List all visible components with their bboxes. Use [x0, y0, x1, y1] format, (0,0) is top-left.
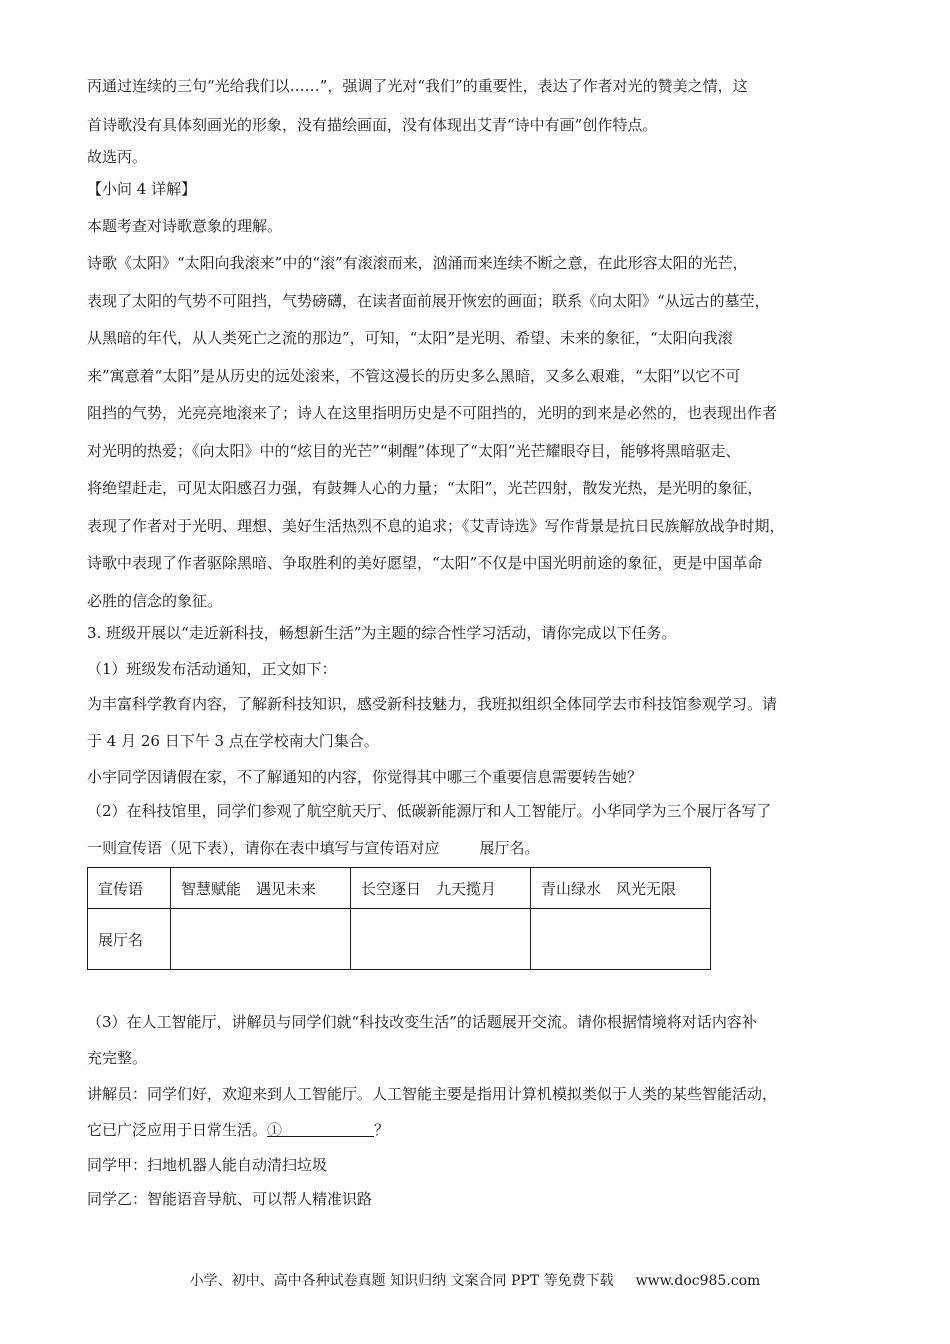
- paragraph-line: 诗歌中表现了作者驱除黑暗、争取胜利的美好愿望，“太阳”不仅是中国光明前途的象征，更是中国革命: [87, 554, 763, 572]
- answer-blank[interactable]: [282, 1120, 374, 1137]
- promo-table: [87, 867, 711, 970]
- hall-answer-cell[interactable]: [171, 909, 351, 970]
- page-footer: [0, 1270, 950, 1290]
- paragraph-line: 将绝望赶走，可见太阳感召力强，有鼓舞人心的力量；“太阳”，光芒四射，散发光热，是光明的象征，: [87, 479, 763, 497]
- paragraph-line: 诗歌《太阳》“太阳向我滚来”中的“滚”有滚滚而来，汹涌而来连续不断之意，在此形容太阳的光芒，: [87, 254, 748, 272]
- paragraph-line: 来”寓意着“太阳”是从历史的远处滚来，不管这漫长的历史多么黑暗，又多么艰难，“太阳”以它不可: [87, 367, 741, 385]
- hall-answer-cell[interactable]: [531, 909, 711, 970]
- table-intro-text-end: 展厅名。: [479, 839, 540, 857]
- dialogue-line: 同学甲：扫地机器人能自动清扫垃圾: [87, 1156, 328, 1174]
- subquestion-line: （1）班级发布活动通知，正文如下：: [87, 660, 337, 678]
- paragraph-line: 表现了太阳的气势不可阻挡，气势磅礴，在读者面前展开恢宏的画面；联系《向太阳》“从远古的墓茔，: [87, 292, 770, 310]
- paragraph-line: 丙通过连续的三句“光给我们以……”，强调了光对“我们”的重要性，表达了作者对光的赞美之情，这: [87, 77, 748, 95]
- question-line: 小宇同学因请假在家，不了解通知的内容，你觉得其中哪三个重要信息需要转告她？: [87, 768, 643, 786]
- dialogue-line: 同学乙：智能语音导航、可以帮人精准识路: [87, 1190, 373, 1208]
- table-row-slogans: [88, 868, 711, 909]
- paragraph-line: 故选丙。: [87, 148, 148, 166]
- footer-url[interactable]: www.doc985.com: [635, 1273, 761, 1289]
- paragraph-line: 必胜的信念的象征。: [87, 592, 223, 610]
- notice-line: 于 4 月 26 日下午 3 点在学校南大门集合。: [87, 732, 379, 750]
- table-intro-line: [87, 838, 540, 858]
- question-heading: 3. 班级开展以“走近新科技，畅想新生活”为主题的综合性学习活动，请你完成以下任务。: [87, 624, 677, 642]
- subquestion-line: （2）在科技馆里，同学们参观了航空航天厅、低碳新能源厅和人工智能厅。小华同学为三个展厅各写了: [87, 802, 772, 820]
- slogan-cell: 青山绿水 风光无限: [531, 868, 711, 909]
- paragraph-line: 表现了作者对于光明、理想、美好生活热烈不息的追求；《艾青诗选》写作背景是抗日民族解放战争时期，: [87, 517, 785, 535]
- blank-line-prefix: 它已广泛应用于日常生活。: [87, 1121, 268, 1139]
- dialogue-line: 讲解员：同学们好，欢迎来到人工智能厅。人工智能主要是指用计算机模拟类似于人类的某些智能活动，: [87, 1085, 778, 1103]
- table-header-slogan: 宣传语: [88, 868, 171, 909]
- paragraph-line: 阻挡的气势，光亮亮地滚来了；诗人在这里指明历史是不可阻挡的，光明的到来是必然的，也表现出作者: [87, 404, 778, 422]
- dialogue-blank-line: [87, 1120, 389, 1140]
- hall-answer-cell[interactable]: [351, 909, 531, 970]
- subquestion-line: （3）在人工智能厅，讲解员与同学们就“科技改变生活”的话题展开交流。请你根据情境将对话内容补: [87, 1013, 757, 1031]
- section-heading: 【小问 4 详解】: [87, 180, 197, 198]
- slogan-cell: 智慧赋能 遇见未来: [171, 868, 351, 909]
- blank-marker: ①: [267, 1121, 283, 1139]
- paragraph-line: 首诗歌没有具体刻画光的形象，没有描绘画面，没有体现出艾青“诗中有画”创作特点。: [87, 116, 658, 134]
- footer-text: 小学、初中、高中各种试卷真题 知识归纳 文案合同 PPT 等免费下载: [189, 1273, 614, 1289]
- blank-line-suffix: ？: [374, 1121, 390, 1139]
- paragraph-line: 本题考查对诗歌意象的理解。: [87, 217, 283, 235]
- table-intro-text: 一则宣传语（见下表），请你在表中填写与宣传语对应: [87, 839, 440, 857]
- slogan-cell: 长空逐日 九天揽月: [351, 868, 531, 909]
- table-header-hall: 展厅名: [88, 909, 171, 970]
- paragraph-line: 对光明的热爱；《向太阳》中的“炫目的光芒”“刺醒”体现了“太阳”光芒耀眼夺目，能够将黑暗驱走、: [87, 442, 741, 460]
- notice-line: 为丰富科学教育内容，了解新科技知识，感受新科技魅力，我班拟组织全体同学去市科技馆参观学习。请: [87, 695, 778, 713]
- paragraph-line: 从黑暗的年代，从人类死亡之流的那边”，可知，“太阳”是光明、希望、未来的象征，“太阳向我滚: [87, 329, 733, 347]
- subquestion-line: 充完整。: [87, 1049, 148, 1067]
- table-row-halls: [88, 909, 711, 970]
